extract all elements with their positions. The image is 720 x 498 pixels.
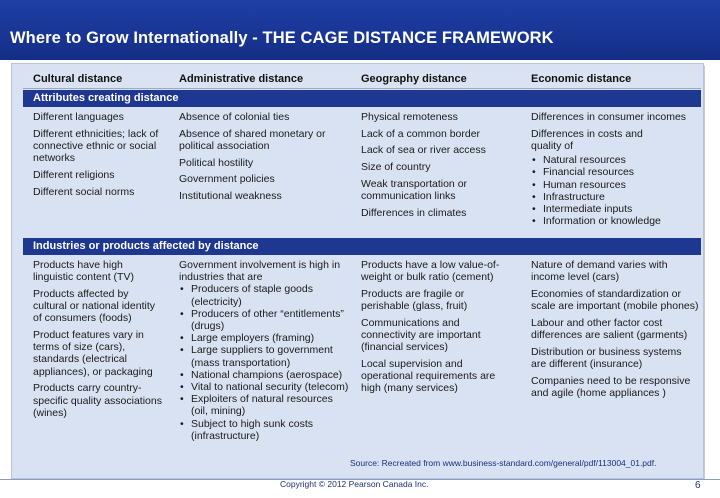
attributes-geography-column (361, 111, 521, 223)
bullet-item: • Intermediate inputs (543, 203, 701, 215)
bullet-item: • Financial resources (543, 166, 701, 178)
bullet-item: • National champions (aerospace) (191, 369, 349, 381)
source-note: Source: Recreated from www.business-standard.com/general/pdf/113004_01.pdf. (350, 458, 657, 468)
section-bar-attributes (23, 90, 701, 107)
list-item: Differences in consumer incomes (531, 111, 687, 123)
list-item: Products have a low value-of-weight or bulk ratio (cement) (361, 259, 500, 284)
list-item: Distribution or business systems are different (insurance) (531, 345, 682, 370)
column-header-economic: Economic distance (531, 73, 632, 85)
slide-title: Where to Grow Internationally - THE CAGE DISTANCE FRAMEWORK (10, 29, 554, 47)
list-item: Different social norms (33, 185, 135, 198)
bullet-item: • Exploiters of natural resources (oil, mining) (191, 393, 349, 417)
list-item: Size of country (361, 161, 431, 174)
list-item: Political hostility (179, 156, 254, 169)
industries-cultural-column (33, 259, 163, 423)
list-item: Lack of a common border (361, 127, 481, 140)
column-header-geography: Geography distance (361, 73, 467, 85)
bullet-item: • Producers of other “entitlements” (drugs) (191, 308, 349, 332)
industries-economic-column (531, 259, 699, 404)
copyright-notice: Copyright © 2012 Pearson Canada Inc. (280, 479, 429, 489)
industries-geography-column (361, 259, 513, 399)
bullet-item: • Subject to high sunk costs (infrastructure) (191, 418, 349, 442)
list-item: Weak transportation or communication links (361, 177, 468, 203)
list-item: Local supervision and operational requirements are high (many services) (361, 357, 496, 395)
economic-bullet-list (531, 154, 701, 227)
bullet-item: • Infrastructure (543, 191, 701, 203)
list-item: Communications and connectivity are important (financial services) (361, 316, 481, 354)
bullet-item: • Vital to national security (telecom) (191, 381, 349, 393)
column-header-cultural: Cultural distance (33, 73, 123, 85)
list-item: Products are fragile or perishable (glass, fruit) (361, 287, 468, 313)
bullet-item: • Natural resources (543, 154, 701, 166)
list-item: Nature of demand varies with income level (cars) (531, 259, 668, 284)
page-number: 6 (695, 480, 701, 491)
attributes-administrative-column (179, 111, 339, 207)
section-label-attributes: Attributes creating distance (33, 92, 179, 104)
list-item: Companies need to be responsive and agile (home appliances ) (531, 374, 691, 399)
list-item: Government policies (179, 173, 275, 186)
list-item: Absence of shared monetary or political association (179, 127, 326, 152)
list-item: Products affected by cultural or national identity of consumers (foods) (33, 287, 155, 325)
list-item: Absence of colonial ties (179, 111, 290, 123)
list-item: Lack of sea or river access (361, 144, 486, 157)
bullet-item: • Large employers (framing) (191, 332, 349, 344)
bullet-item: • Human resources (543, 179, 701, 191)
attributes-economic-column (531, 111, 701, 231)
bullet-item: • Large suppliers to government (mass transportation) (191, 344, 349, 368)
list-item: Products carry country-specific quality associations (wines) (33, 382, 162, 419)
section-label-industries: Industries or products affected by distance (33, 240, 259, 252)
list-item: Product features vary in terms of size (cars), standards (electrical appliances), or packaging (33, 329, 153, 378)
list-item: Different languages (33, 111, 124, 123)
list-item: Different religions (33, 168, 115, 181)
attributes-cultural-column (33, 111, 171, 202)
column-header-administrative: Administrative distance (179, 73, 304, 85)
list-item: Products have high linguistic content (TV) (33, 259, 134, 284)
industries-administrative-column (179, 259, 349, 446)
list-item: Physical remoteness (361, 111, 458, 123)
list-item: Government involvement is high in industries that are (179, 259, 341, 284)
list-item: Institutional weakness (179, 190, 282, 203)
list-item: Differences in climates (361, 206, 467, 219)
list-item: Labour and other factor cost differences are salient (garments) (531, 316, 688, 342)
list-item: Differences in costs and quality of (531, 127, 643, 152)
bullet-item: • Information or knowledge (543, 215, 701, 227)
administrative-bullet-list (179, 283, 349, 442)
bullet-item: • Producers of staple goods (electricity) (191, 283, 349, 307)
list-item: Economies of standardization or scale are important (mobile phones) (531, 287, 699, 313)
section-bar-industries (23, 238, 701, 255)
list-item: Different ethnicities; lack of connective ethnic or social networks (33, 127, 159, 165)
title-bar (0, 0, 720, 60)
